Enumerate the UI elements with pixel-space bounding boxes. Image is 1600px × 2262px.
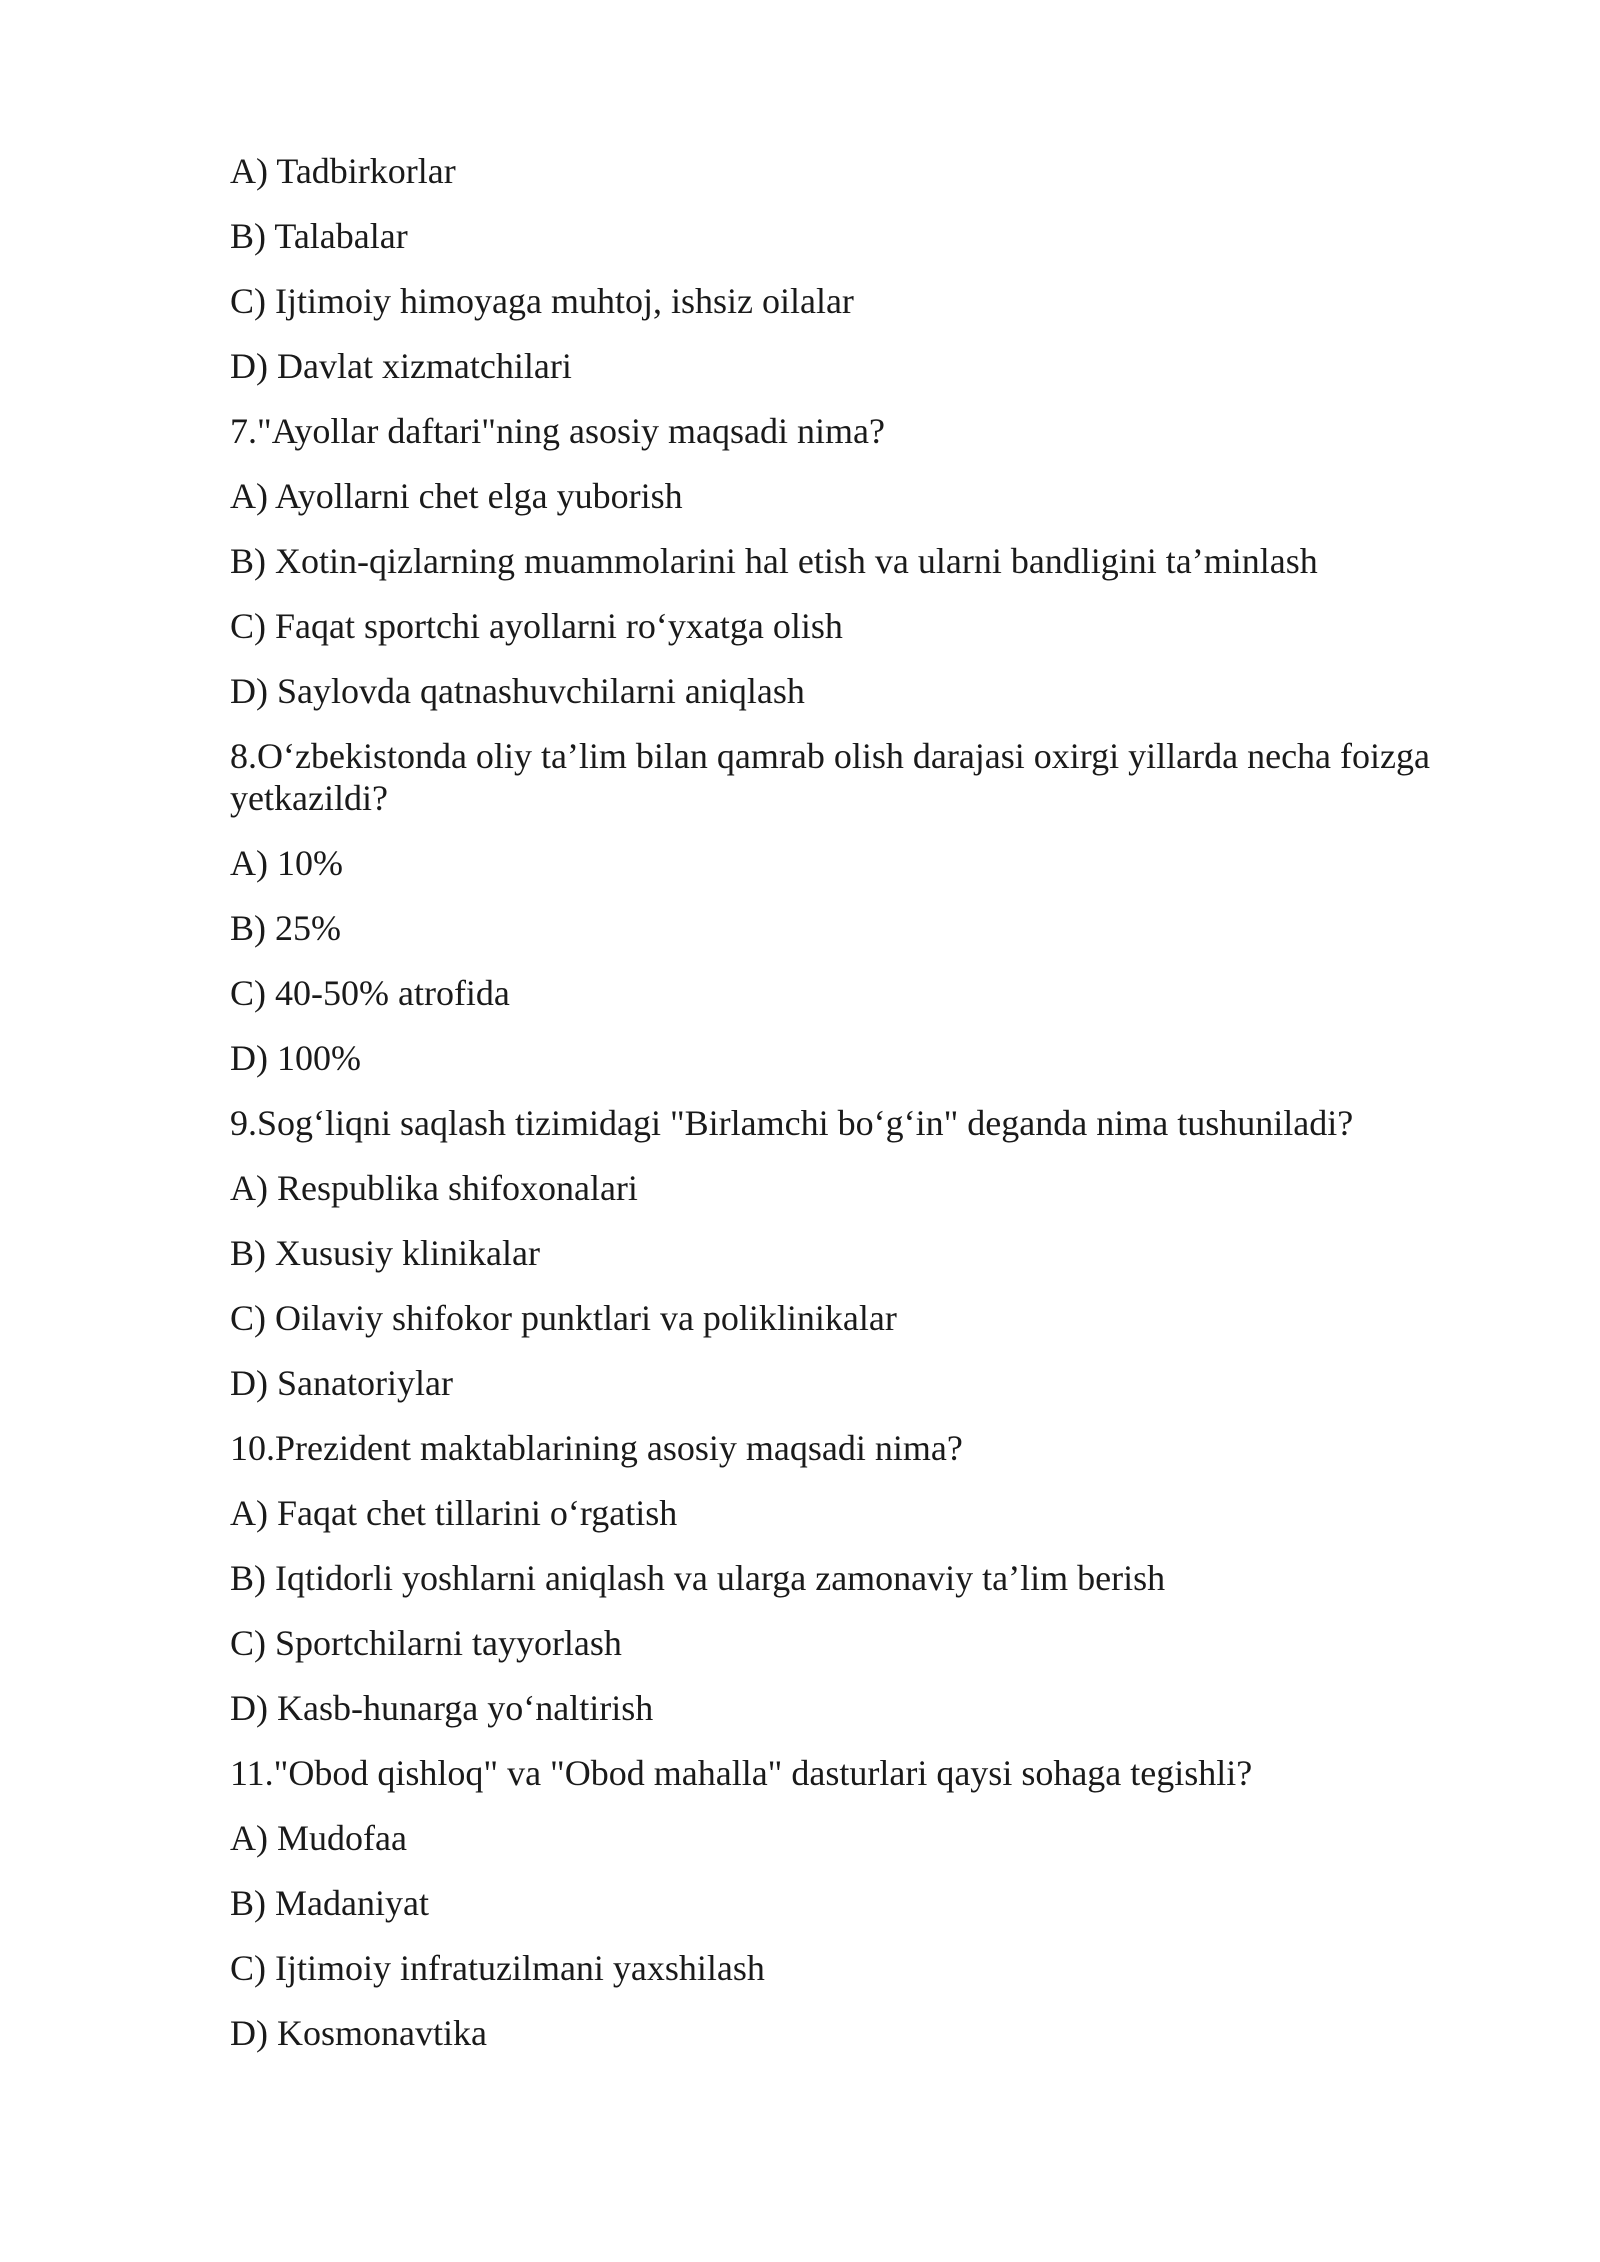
answer-option: B) Iqtidorli yoshlarni aniqlash va ularga zamonaviy ta’lim berish xyxy=(230,1558,1166,1598)
answer-option: C) Ijtimoiy himoyaga muhtoj, ishsiz oilalar xyxy=(230,281,854,321)
answer-option: B) Talabalar xyxy=(230,216,408,256)
answer-option: A) Ayollarni chet elga yuborish xyxy=(230,476,683,516)
question-text: 11."Obod qishloq" va "Obod mahalla" dasturlari qaysi sohaga tegishli? xyxy=(230,1753,1253,1793)
answer-option: B) Xotin-qizlarning muammolarini hal etish va ularni bandligini ta’minlash xyxy=(230,541,1318,581)
answer-option: C) Sportchilarni tayyorlash xyxy=(230,1623,622,1663)
answer-option: D) 100% xyxy=(230,1038,361,1078)
question-text: 10.Prezident maktablarining asosiy maqsadi nima? xyxy=(230,1428,963,1468)
answer-option: A) Respublika shifoxonalari xyxy=(230,1168,638,1208)
answer-option: B) 25% xyxy=(230,908,341,948)
answer-option: C) 40-50% atrofida xyxy=(230,973,510,1013)
answer-option: D) Saylovda qatnashuvchilarni aniqlash xyxy=(230,671,805,711)
quiz-content xyxy=(230,150,1500,2077)
answer-option: D) Davlat xizmatchilari xyxy=(230,346,572,386)
answer-option: C) Oilaviy shifokor punktlari va poliklinikalar xyxy=(230,1298,897,1338)
question-text: 7."Ayollar daftari"ning asosiy maqsadi nima? xyxy=(230,411,885,451)
answer-option: C) Faqat sportchi ayollarni ro‘yxatga olish xyxy=(230,606,843,646)
answer-option: A) Mudofaa xyxy=(230,1818,407,1858)
answer-option: B) Madaniyat xyxy=(230,1883,429,1923)
answer-option: D) Kosmonavtika xyxy=(230,2013,487,2053)
answer-option: A) 10% xyxy=(230,843,343,883)
answer-option: A) Tadbirkorlar xyxy=(230,151,456,191)
question-text: 9.Sog‘liqni saqlash tizimidagi "Birlamchi bo‘g‘in" deganda nima tushuniladi? xyxy=(230,1103,1354,1143)
answer-option: C) Ijtimoiy infratuzilmani yaxshilash xyxy=(230,1948,765,1988)
answer-option: B) Xususiy klinikalar xyxy=(230,1233,540,1273)
answer-option: D) Sanatoriylar xyxy=(230,1363,453,1403)
question-text: 8.O‘zbekistonda oliy ta’lim bilan qamrab olish darajasi oxirgi yillarda necha foizga yetkazildi? xyxy=(230,736,1430,818)
answer-option: D) Kasb-hunarga yo‘naltirish xyxy=(230,1688,654,1728)
answer-option: A) Faqat chet tillarini o‘rgatish xyxy=(230,1493,678,1533)
